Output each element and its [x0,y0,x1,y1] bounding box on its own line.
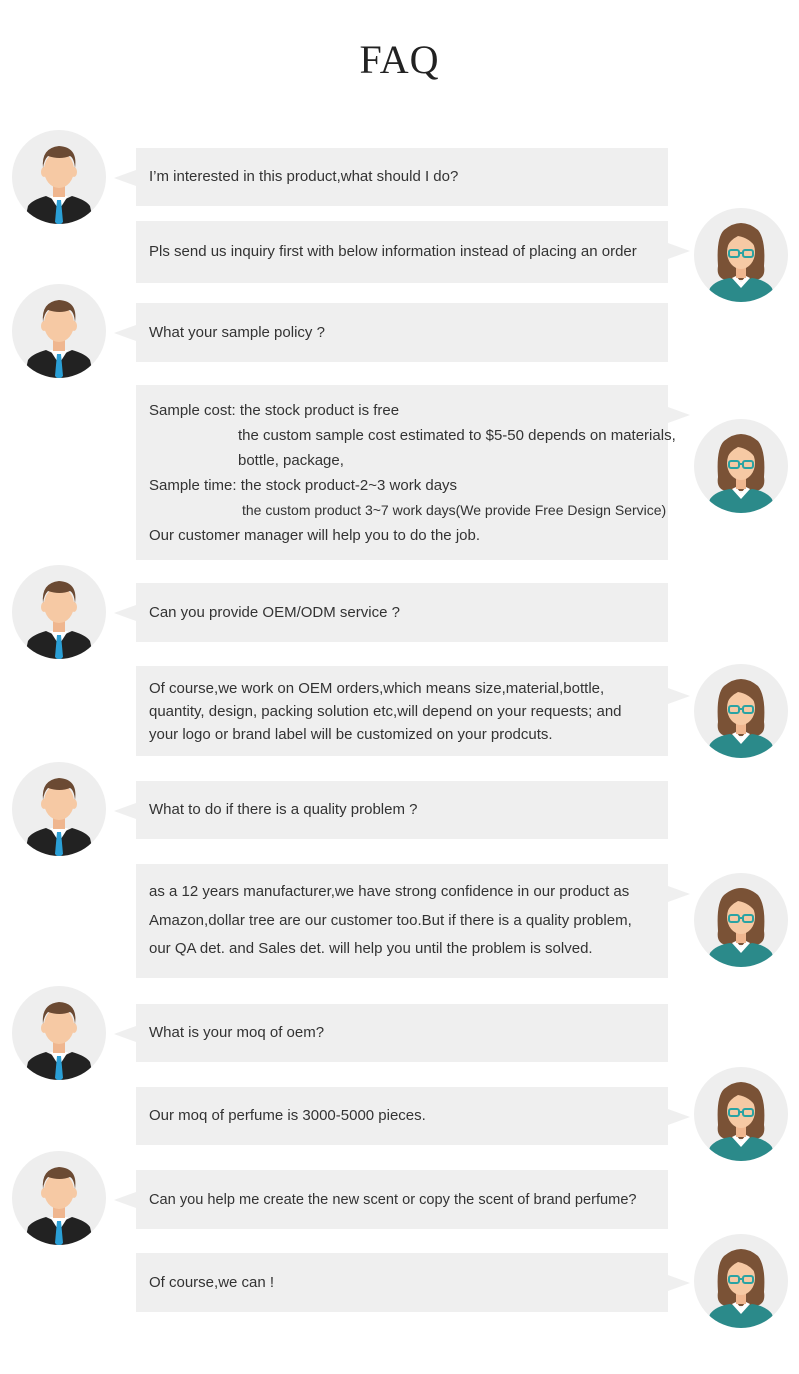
faq-answer [136,864,668,978]
male-customer-avatar-icon [12,762,106,856]
faq-question [136,583,668,642]
male-customer-avatar-icon [12,130,106,224]
answer-line: Pls send us inquiry first with below information instead of placing an order [149,243,637,260]
question-text: What is your moq of oem? [149,1024,325,1041]
faq-question [136,1170,668,1229]
faq-answer [136,1253,668,1312]
faq-answer [136,385,676,560]
female-support-avatar-icon [694,208,788,302]
male-customer-avatar-icon [12,986,106,1080]
answer-line: Sample cost: the stock product is free [149,401,400,419]
female-support-avatar-icon [694,873,788,967]
answer-line: the custom product 3~7 work days(We provide Free Design Service) [242,501,667,518]
faq-answer [136,1087,668,1145]
answer-line: as a 12 years manufacturer,we have strong confidence in our product as [149,883,630,901]
female-support-avatar-icon [694,1234,788,1328]
answer-line: our QA det. and Sales det. will help you until the problem is solved. [149,940,593,958]
question-text: What your sample policy ? [149,323,325,341]
answer-line: quantity, design, packing solution etc,will depend on your requests; and [149,702,622,720]
page-title: FAQ [359,37,440,82]
male-customer-avatar-icon [12,1151,106,1245]
male-customer-avatar-icon [12,284,106,378]
faq-question [136,303,668,362]
answer-line: Our customer manager will help you to do the job. [149,526,481,544]
answer-line: Of course,we can ! [149,1273,275,1291]
answer-line: Our moq of perfume is 3000-5000 pieces. [149,1107,426,1124]
female-support-avatar-icon [694,1067,788,1161]
answer-line: Of course,we work on OEM orders,which means size,material,bottle, [149,679,605,697]
answer-line: Amazon,dollar tree are our customer too.But if there is a quality problem, [149,911,632,929]
question-text: Can you help me create the new scent or copy the scent of brand perfume? [149,1191,637,1208]
question-text: Can you provide OEM/ODM service ? [149,603,400,621]
male-customer-avatar-icon [12,565,106,659]
answer-line: the custom sample cost estimated to $5-50 depends on materials, [238,426,676,444]
question-text: I’m interested in this product,what should I do? [149,168,459,185]
female-support-avatar-icon [694,664,788,758]
question-text: What to do if there is a quality problem ? [149,801,418,818]
faq-answer [136,666,668,756]
faq-question [136,1004,668,1062]
answer-line: Sample time: the stock product-2~3 work days [149,476,458,494]
faq-question [136,781,668,839]
answer-line: bottle, package, [238,451,344,469]
faq-question [136,148,668,206]
faq-answer [136,221,668,283]
female-support-avatar-icon [694,419,788,513]
answer-line: your logo or brand label will be customized on your prodcuts. [149,725,553,743]
